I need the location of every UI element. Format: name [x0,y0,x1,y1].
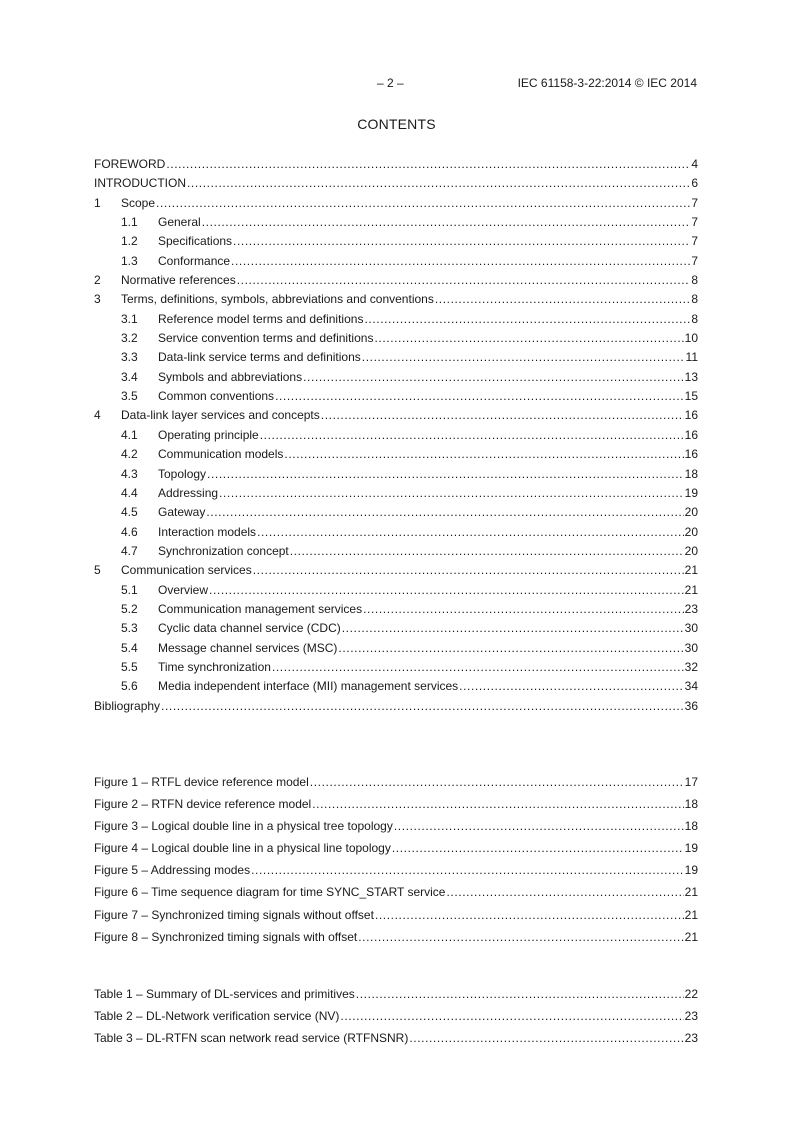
toc-title: Communication management services [158,601,363,616]
contents-title: CONTENTS [357,116,436,132]
dot-leader [392,837,684,859]
toc-number: 1.2 [121,234,138,249]
toc-number: 4 [94,408,101,423]
figure-entry[interactable] [94,815,698,837]
toc-page-number: 36 [684,698,698,713]
figure-title: Figure 2 – RTFN device reference model [94,797,312,812]
dot-leader [253,561,684,580]
toc-title: Service convention terms and definitions [158,331,374,346]
toc-title: FOREWORD [94,157,166,171]
dot-leader [310,771,684,793]
dot-leader [435,290,690,309]
toc-number: 4.6 [121,524,138,539]
toc-entry[interactable] [94,658,698,677]
toc-page-number: 30 [684,640,698,655]
toc-entry[interactable] [94,406,698,425]
toc-title: Addressing [158,485,219,500]
toc-number: 5.4 [121,640,138,655]
toc-page-number: 8 [691,311,698,326]
table-entry[interactable] [94,1005,698,1027]
list-of-tables [94,983,698,1049]
toc-number: 4.2 [121,447,138,462]
toc-number: 4.3 [121,466,138,481]
toc-page-number: 16 [684,427,698,442]
table-title: Table 2 – DL-Network verification service (NV) [94,1009,340,1024]
toc-page-number: 15 [684,389,698,404]
toc-number: 3.5 [121,389,138,404]
toc-entry[interactable] [94,310,698,329]
dot-leader [375,904,684,926]
dot-leader [340,1005,683,1027]
toc-title: Message channel services (MSC) [158,640,338,655]
table-page-number: 22 [684,987,698,1001]
toc-page-number: 7 [691,215,698,230]
toc-title: Synchronization concept [158,543,289,558]
figure-title: Figure 1 – RTFL device reference model [94,775,309,789]
dot-leader [219,484,684,503]
toc-title: Data-link service terms and definitions [158,350,361,365]
toc-page-number: 16 [684,408,698,423]
figure-title: Figure 3 – Logical double line in a physical tree topology [94,819,393,834]
figure-entry[interactable] [94,926,698,948]
toc-number: 5 [94,563,101,578]
figure-page-number: 19 [684,841,698,856]
toc-page-number: 21 [684,563,698,578]
dot-leader [362,348,685,367]
toc-title: Symbols and abbreviations [158,369,303,384]
toc-number: 5.3 [121,621,138,636]
toc-page-number: 7 [691,234,698,249]
dot-leader [166,155,690,174]
toc-entry[interactable] [94,600,698,619]
dot-leader [187,174,690,193]
figure-page-number: 18 [684,797,698,812]
toc-page-number: 11 [685,350,698,365]
toc-title: Communication models [158,447,284,462]
toc-title: Topology [158,466,207,481]
toc-page-number: 10 [684,331,698,346]
copyright-notice: IEC 61158-3-22:2014 © IEC 2014 [517,76,697,90]
toc-number: 1 [94,195,101,210]
dot-leader [202,213,691,232]
dot-leader [374,329,683,348]
figure-title: Figure 4 – Logical double line in a physical line topology [94,841,391,856]
toc-entry[interactable] [94,194,698,213]
dot-leader [233,232,690,251]
toc-page-number: 30 [684,621,698,636]
figure-entry[interactable] [94,771,698,793]
toc-number: 4.5 [121,505,138,520]
toc-page-number: 23 [684,601,698,616]
toc-title: Gateway [158,505,206,520]
toc-title: Specifications [158,234,233,249]
dot-leader [446,881,683,903]
table-entry[interactable] [94,983,698,1005]
dot-leader [272,658,684,677]
toc-number: 4.4 [121,485,138,500]
dot-leader [338,639,683,658]
toc-title: Common conventions [158,389,275,404]
dot-leader [260,426,684,445]
table-page-number: 23 [684,1009,698,1024]
dot-leader [321,406,684,425]
toc-entry[interactable] [94,697,698,716]
dot-leader [356,983,684,1005]
toc-title: Terms, definitions, symbols, abbreviations and conventions [121,292,434,307]
dot-leader [156,194,690,213]
dot-leader [251,859,684,881]
toc-entry[interactable] [94,368,698,387]
dot-leader [209,581,684,600]
toc-page-number: 7 [691,253,698,268]
figure-entry[interactable] [94,881,698,903]
toc-page-number: 8 [691,273,698,288]
figure-page-number: 19 [684,863,698,878]
figure-page-number: 17 [684,775,698,789]
toc-title: Scope [121,195,156,210]
dot-leader [206,503,683,522]
toc-page-number: 16 [684,447,698,462]
dot-leader [342,619,684,638]
dot-leader [363,600,684,619]
toc-page-number: 6 [691,176,698,191]
toc-entry[interactable] [94,484,698,503]
toc-title: Communication services [121,563,252,578]
toc-number: 3.2 [121,331,138,346]
toc-entry[interactable] [94,155,698,174]
page-header [0,76,793,92]
toc-entry[interactable] [94,329,698,348]
figure-page-number: 18 [684,819,698,834]
toc-entry[interactable] [94,174,698,193]
toc-title: Operating principle [158,427,259,442]
toc-number: 1.1 [121,215,138,230]
toc-entry[interactable] [94,465,698,484]
toc-number: 5.6 [121,679,138,694]
dot-leader [237,271,691,290]
toc-number: 3.1 [121,311,138,326]
toc-entry[interactable] [94,677,698,696]
dot-leader [257,523,684,542]
dot-leader [284,445,683,464]
figure-page-number: 21 [684,907,698,922]
toc-title: Reference model terms and definitions [158,311,364,326]
figure-page-number: 21 [684,929,698,944]
figure-title: Figure 7 – Synchronized timing signals without offset [94,907,374,922]
dot-leader [207,465,684,484]
toc-title: INTRODUCTION [94,176,186,191]
dot-leader [358,926,683,948]
toc-entry[interactable] [94,581,698,600]
toc-entry[interactable] [94,561,698,580]
toc-page-number: 34 [684,679,698,694]
toc-page-number: 18 [684,466,698,481]
toc-number: 5.1 [121,582,138,597]
toc-page-number: 20 [684,505,698,520]
toc-title: General [158,215,201,230]
toc-title: Normative references [121,273,236,288]
toc-page-number: 7 [691,195,698,210]
dot-leader [312,793,683,815]
toc-page-number: 32 [684,659,698,674]
toc-entry[interactable] [94,426,698,445]
toc-title: Interaction models [158,524,257,539]
toc-page-number: 4 [691,157,698,171]
toc-number: 3.3 [121,350,138,365]
toc-entry[interactable] [94,271,698,290]
dot-leader [290,542,684,561]
figure-entry[interactable] [94,837,698,859]
page-number: – 2 – [377,76,404,90]
toc-entry[interactable] [94,290,698,309]
toc-entry[interactable] [94,348,698,367]
toc-page-number: 8 [691,292,698,307]
figure-page-number: 21 [684,885,698,900]
toc-title: Conformance [158,253,231,268]
toc-page-number: 20 [684,543,698,558]
table-of-contents [94,155,698,716]
table-page-number: 23 [684,1031,698,1046]
toc-number: 4.7 [121,543,138,558]
toc-title: Data-link layer services and concepts [121,408,320,423]
figure-entry[interactable] [94,793,698,815]
toc-title: Cyclic data channel service (CDC) [158,621,341,636]
toc-entry[interactable] [94,523,698,542]
toc-page-number: 21 [684,582,698,597]
toc-number: 5.2 [121,601,138,616]
table-title: Table 3 – DL-RTFN scan network read service (RTFNSNR) [94,1031,409,1046]
dot-leader [275,387,684,406]
toc-entry[interactable] [94,213,698,232]
toc-entry[interactable] [94,232,698,251]
figure-title: Figure 6 – Time sequence diagram for time SYNC_START service [94,885,446,900]
toc-page-number: 13 [684,369,698,384]
toc-title: Overview [158,582,209,597]
dot-leader [364,310,690,329]
toc-entry[interactable] [94,445,698,464]
dot-leader [459,677,683,696]
toc-entry[interactable] [94,639,698,658]
dot-leader [231,252,690,271]
toc-entry[interactable] [94,542,698,561]
list-of-figures [94,771,698,948]
toc-number: 1.3 [121,253,138,268]
table-entry[interactable] [94,1027,698,1049]
toc-title: Time synchronization [158,659,271,674]
figure-entry[interactable] [94,904,698,926]
toc-page-number: 19 [684,485,698,500]
toc-entry[interactable] [94,387,698,406]
toc-number: 2 [94,273,101,288]
figure-entry[interactable] [94,859,698,881]
dot-leader [409,1027,683,1049]
toc-title: Bibliography [94,698,161,713]
toc-title: Media independent interface (MII) management services [158,679,459,694]
toc-page-number: 20 [684,524,698,539]
toc-number: 3 [94,292,101,307]
dot-leader [161,697,684,716]
toc-entry[interactable] [94,619,698,638]
toc-number: 5.5 [121,659,138,674]
figure-title: Figure 8 – Synchronized timing signals with offset [94,929,358,944]
toc-entry[interactable] [94,503,698,522]
dot-leader [303,368,684,387]
toc-entry[interactable] [94,252,698,271]
toc-number: 3.4 [121,369,138,384]
table-title: Table 1 – Summary of DL-services and primitives [94,987,355,1001]
toc-number: 4.1 [121,427,138,442]
figure-title: Figure 5 – Addressing modes [94,863,251,878]
dot-leader [394,815,684,837]
